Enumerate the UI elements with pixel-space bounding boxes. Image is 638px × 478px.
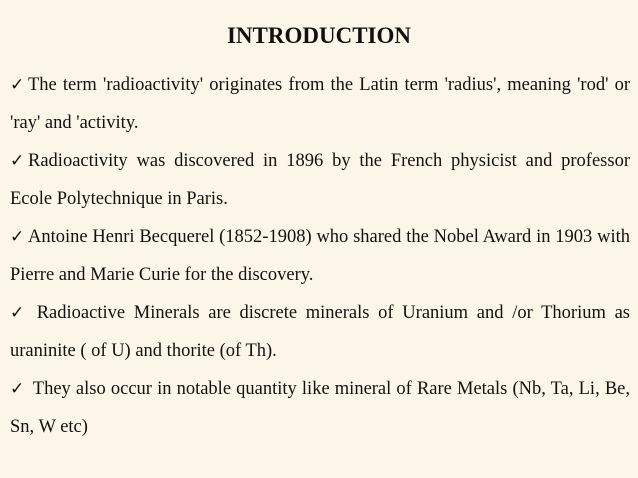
check-mark-icon: ✓ bbox=[10, 75, 25, 94]
slide-title-text: INTRODUCTION bbox=[226, 23, 412, 48]
bullet-item bbox=[10, 294, 630, 370]
bullet-text: Radioactivity was discovered in 1896 by the French physicist and professor Ecole Polytechnique in Paris. bbox=[10, 151, 630, 209]
bullet-item bbox=[10, 66, 630, 142]
bullet-item bbox=[10, 218, 630, 294]
bullet-item bbox=[10, 370, 630, 446]
bullet-text: The term 'radioactivity' originates from the Latin term 'radius', meaning 'rod' or 'ray' and 'activity. bbox=[10, 75, 630, 133]
bullet-text: They also occur in notable quantity like mineral of Rare Metals (Nb, Ta, Li, Be, Sn, W etc) bbox=[10, 379, 630, 437]
bullet-list bbox=[10, 66, 630, 446]
check-mark-icon: ✓ bbox=[10, 151, 25, 170]
check-mark-icon: ✓ bbox=[10, 303, 25, 322]
check-mark-icon: ✓ bbox=[10, 227, 25, 246]
check-mark-icon: ✓ bbox=[10, 379, 25, 398]
bullet-text: Antoine Henri Becquerel (1852-1908) who shared the Nobel Award in 1903 with Pierre and Marie Curie for the discovery. bbox=[10, 227, 630, 285]
bullet-text: Radioactive Minerals are discrete minerals of Uranium and /or Thorium as uraninite ( of U) and thorite (of Th). bbox=[10, 303, 630, 361]
slide-title bbox=[0, 22, 638, 50]
bullet-item bbox=[10, 142, 630, 218]
